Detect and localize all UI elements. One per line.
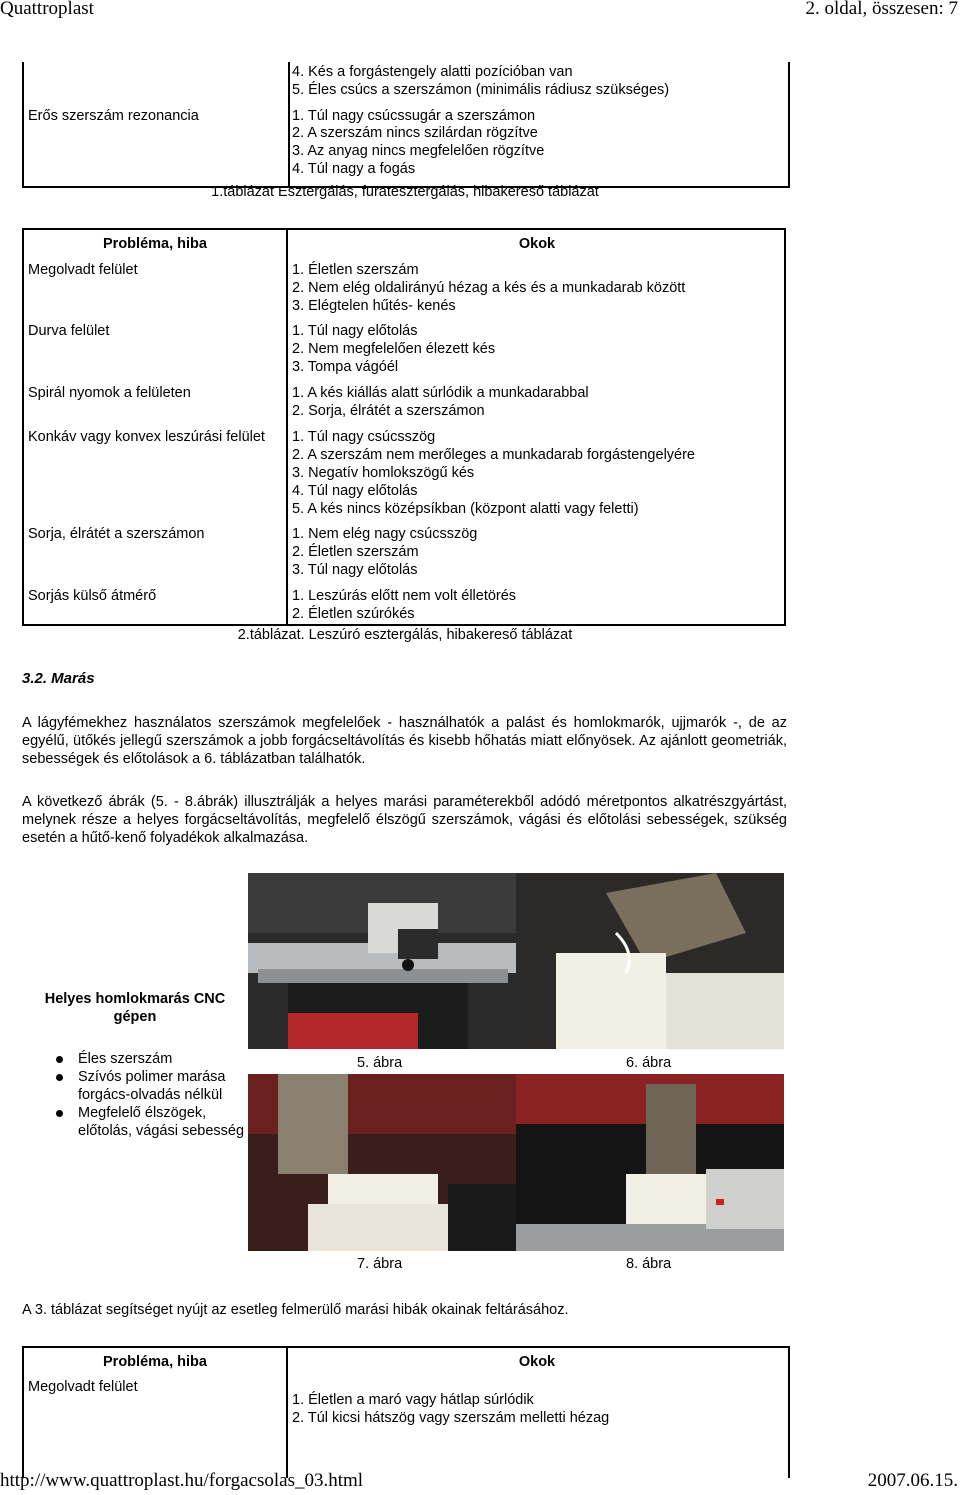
cause-line: 1. Túl nagy csúcsszög (292, 429, 436, 445)
column-divider (288, 62, 290, 186)
cause-line: 3. Túl nagy előtolás (292, 562, 418, 578)
paragraph: A következő ábrák (5. - 8.ábrák) illusztrálják a helyes marási paraméterekből adódó méretpontos alkatrészgyártást, melynek része a helyes forgácseltávolítás, megfelelő élszögű szerszámok, vágási és előtolási sebességek, szükség esetén a hűtő-kenő folyadékok alkalmazása. (22, 794, 787, 846)
problem-cell: Erős szerszám rezonancia (28, 108, 199, 124)
problem-cell: Megolvadt felület (28, 1379, 138, 1395)
paragraph: A lágyfémekhez használatos szerszámok megfelelőek - használhatók a palást és homlokmarók, ujjmarók -, de az egyélű, ütőkés jellegű szerszámok a jobb forgácseltávolítás és kisebb hőhatás miatt előnyösek. Az ajánlott geometriák, sebességek és előtolások a 6. táblázatban találhatók. (22, 715, 787, 767)
table-1-caption: 1.táblázat Esztergálás, furatesztergálás, hibakereső táblázat (211, 184, 599, 200)
figure-6-caption: 6. ábra (626, 1055, 672, 1071)
problem-cell: Sorjás külső átmérő (28, 588, 157, 604)
figure-8-photo (516, 1074, 784, 1251)
cause-line: 3. Tompa vágóél (292, 359, 399, 375)
cause-line: 2. Életlen szerszám (292, 544, 419, 560)
figure-7-photo (248, 1074, 516, 1251)
figure-panel-title: Helyes homlokmarás CNC gépen (44, 991, 226, 1025)
cause-line: 2. A szerszám nem merőleges a munkadarab forgástengelyére (292, 447, 695, 463)
cause-line: 2. Életlen szúrókés (292, 606, 415, 622)
cause-line: 1. Nem elég nagy csúcsszög (292, 526, 478, 542)
section-title: 3.2. Marás (22, 670, 95, 687)
table-2 (22, 228, 786, 626)
table-1 (22, 62, 790, 188)
figure-8-caption: 8. ábra (626, 1256, 672, 1272)
page-info: 2. oldal, összesen: 7 (805, 0, 958, 19)
problem-cell: Durva felület (28, 323, 110, 339)
figure-7-caption: 7. ábra (357, 1256, 403, 1272)
cause-line: 2. A szerszám nincs szilárdan rögzítve (292, 125, 538, 141)
table-3 (22, 1346, 790, 1478)
cause-line: 3. Az anyag nincs megfelelően rögzítve (292, 143, 545, 159)
problem-cell: Spirál nyomok a felületen (28, 385, 191, 401)
cause-line: 5. A kés nincs középsíkban (központ alatti vagy feletti) (292, 501, 639, 517)
cause-line: 2. Nem elég oldalirányú hézag a kés és a munkadarab között (292, 280, 686, 296)
cause-line: 3. Negatív homlokszögű kés (292, 465, 475, 481)
bullet-icon (56, 1074, 63, 1081)
cause-line: 4. Kés a forgástengely alatti pozícióban van (292, 64, 573, 80)
figure-5-caption: 5. ábra (357, 1055, 403, 1071)
site-name: Quattroplast (0, 0, 94, 19)
cause-line: 2. Nem megfelelően élezett kés (292, 341, 496, 357)
cause-line: 1. A kés kiállás alatt súrlódik a munkadarabbal (292, 385, 589, 401)
list-item: Megfelelő élszögek, előtolás, vágási sebesség (52, 1104, 252, 1140)
cause-line: 1. Túl nagy előtolás (292, 323, 418, 339)
cause-line: 1. Életlen szerszám (292, 262, 419, 278)
problem-cell: Sorja, élrátét a szerszámon (28, 526, 205, 542)
cause-line: 1. Életlen a maró vagy hátlap súrlódik (292, 1392, 534, 1408)
feature-list (52, 1050, 252, 1140)
page-url: http://www.quattroplast.hu/forgacsolas_03.html (0, 1470, 364, 1491)
cause-line: 1. Túl nagy csúcssugár a szerszámon (292, 108, 536, 124)
cause-line: 3. Elégtelen hűtés- kenés (292, 298, 456, 314)
problem-cell: Megolvadt felület (28, 262, 138, 278)
bullet-icon (56, 1056, 63, 1063)
cause-line: 2. Túl kicsi hátszög vagy szerszám melletti hézag (292, 1410, 610, 1426)
cause-line: 1. Leszúrás előtt nem volt élletörés (292, 588, 517, 604)
header-problem: Probléma, hiba (103, 1354, 207, 1370)
list-item: Szívós polimer marása forgács-olvadás nélkül (52, 1068, 252, 1104)
column-divider (286, 230, 288, 624)
figure-6-photo (516, 873, 784, 1049)
table-2-caption: 2.táblázat. Leszúró esztergálás, hibakereső táblázat (237, 627, 573, 643)
figure-5-photo (248, 873, 516, 1049)
header-causes: Okok (518, 236, 556, 252)
header-causes: Okok (518, 1354, 556, 1370)
paragraph: A 3. táblázat segítséget nyújt az esetleg felmerülő marási hibák okainak feltárásához. (22, 1302, 569, 1318)
bullet-icon (56, 1110, 63, 1117)
cause-line: 4. Túl nagy a fogás (292, 161, 416, 177)
cause-line: 5. Éles csúcs a szerszámon (minimális rádiusz szükséges) (292, 82, 670, 98)
cause-line: 4. Túl nagy előtolás (292, 483, 418, 499)
problem-cell: Konkáv vagy konvex leszúrási felület (28, 429, 265, 445)
print-date: 2007.06.15. (867, 1470, 958, 1491)
list-item: Éles szerszám (52, 1050, 252, 1068)
header-problem: Probléma, hiba (103, 236, 207, 252)
cause-line: 2. Sorja, élrátét a szerszámon (292, 403, 485, 419)
